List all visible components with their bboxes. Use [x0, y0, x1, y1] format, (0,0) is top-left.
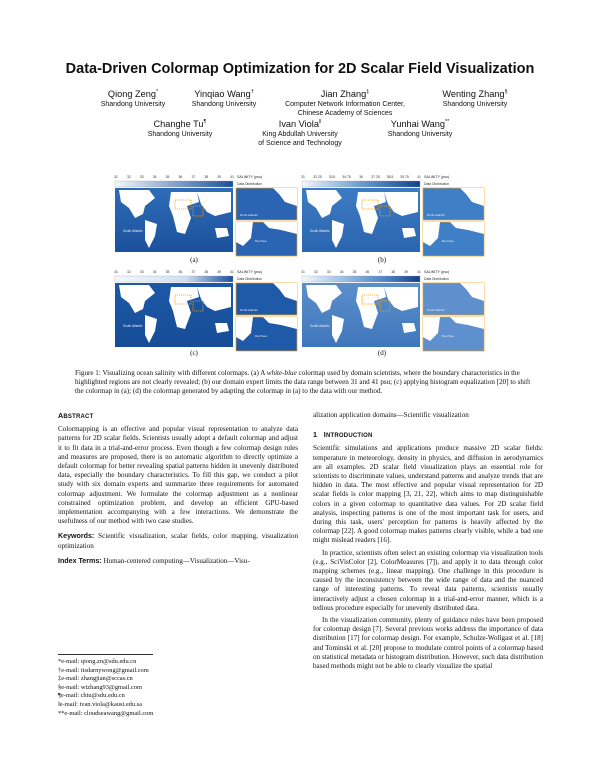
colorbar-tick: 38 — [204, 175, 209, 179]
colorbar-tick: 33.5 — [328, 175, 336, 179]
introduction-heading: 1 INTRODUCTION — [313, 430, 373, 440]
colorbar-tick: 32 — [126, 175, 131, 179]
panel-svg — [113, 267, 299, 353]
ocean-label: South Atlantic — [310, 324, 330, 328]
colorbar-tick: 37.25 — [371, 175, 380, 179]
colorbar-legend: SALINITY (psu) — [237, 175, 263, 179]
colorbar-tick: 31 — [114, 175, 118, 179]
author-1: Qiong Zeng* Shandong University — [100, 89, 166, 108]
figure-panel-b — [300, 172, 486, 258]
colorbar-tick: 37 — [191, 270, 196, 274]
abstract-text: Colormapping is an effective and popular visual representation to analyze data patterns for 2D scalar fields. Scientists usually adopt a default colormap and adjust it to fit data in a trial-and-error process. Even though a few colormap design rules and measures are proposed, there is no automatic algorithm to directly optimize a default colormap for better revealing spatial patterns hidden in unevenly distributed data, especially the boundary characteristics. To fill this gap, we conduct a pilot study with six domain experts and summarize three requirements for automated colormap adjustment. We formulate the colormap adjustment as a nonlinear constrained optimization problem, and develop an efficient GPU-based implementation accompanying with a few interactions. We demonstrate the usefulness of our method with two case studies. — [58, 425, 298, 526]
ocean-label: South Atlantic — [310, 229, 330, 233]
ocean-label: South Atlantic — [123, 324, 143, 328]
ocean-label: South Atlantic — [123, 229, 143, 233]
distribution-label: Data Distribution — [237, 182, 263, 186]
colorbar-tick: 32.25 — [313, 175, 322, 179]
colorbar-tick: 36 — [359, 175, 363, 179]
colorbar — [115, 181, 233, 187]
landmass — [115, 252, 233, 256]
colorbar-legend: SALINITY (psu) — [424, 175, 450, 179]
colorbar-tick: 39 — [217, 175, 222, 179]
panel-svg — [300, 267, 486, 353]
author-3: Jian Zhang‡ Computer Network Information Center, Chinese Academy of Sciences — [285, 89, 405, 118]
index-terms: Index Terms: Human-centered computing—Visualization—Visu- — [58, 556, 250, 565]
colorbar-tick: 34 — [152, 270, 157, 274]
colorbar-tick: 31 — [301, 175, 305, 179]
colorbar-tick: 35 — [165, 270, 170, 274]
ocean-label: North Atlantic — [240, 213, 258, 217]
colorbar-tick: 38 — [391, 270, 396, 274]
figure-panel-a — [113, 172, 299, 258]
colorbar — [115, 276, 233, 282]
colorbar-tick: 39 — [404, 270, 409, 274]
index-terms-continued: alization application domains—Scientific visualization — [313, 411, 469, 419]
intro-paragraph-1: Scientific simulations and applications produce massive 2D scalar fields: temperature in meteorology, density in physics, and diffusion in aerodynamics are all examples. 2D scalar field visualization plays an essential role for scientists to discriminate values, understand patterns and analyze trends that are hidden in data. The most effective and popular visual representation for 2D scalar fields is color mapping [3, 21, 22], which aims to map distinguishable colors in a given colormap to quantitative data values. For 2D scalar field analysis, inspecting patterns is one of the most important task for users, and during this task, users' perception for patterns is heavily affected by the colormap [22]. A good colormap makes patterns clearly visible, while a bad one might mislead readers [16]. — [313, 444, 543, 545]
panel-label-b: (b) — [377, 256, 387, 264]
figure-panel-d — [300, 267, 486, 353]
left-column — [58, 411, 298, 569]
colorbar-tick: 36 — [178, 175, 183, 179]
panel-label-d: (d) — [377, 349, 387, 357]
author-7: Yunhai Wang** Shandong University — [387, 119, 453, 138]
ocean-label: North Atlantic — [427, 308, 445, 312]
colorbar-tick: 34.75 — [342, 175, 351, 179]
distribution-label: Data Distribution — [237, 277, 263, 281]
author-5: Changhe Tu¶ Shandong University — [147, 119, 213, 138]
intro-paragraph-2: In practice, scientists often select an existing colormap via visualization tools (e.g., SciVisColor [2], ColorMeasures [7]), and apply it to data through color mapping schemes (e.g., linear mapping). One challenge in this procedure is caused by the inconsistency between the wide range of data and the nuanced range of interesting patterns. To reveal data patterns, scientists usually interactively adjust a chosen colormap in a trial-and-error manner, which is a tedious procedure especially for unevenly distributed data. — [313, 548, 543, 612]
figure-caption: Figure 1: Visualizing ocean salinity with different colormaps. (a) A white-blue colormap used by domain scientists, where the boundary characteristics in the highlighted regions are not clearly revealed; (b) our domain expert limits the data range between 31 and 41 psu; (c) applying histogram equalization [20] to shift the colormap in (a); (d) the colormap generated by adapting the colormap in (a) to the data with our method. — [75, 369, 531, 395]
author-6: Ivan Viola‖ King Abdullah University of Science and Technology — [258, 119, 342, 148]
colorbar-tick: 36 — [178, 270, 183, 274]
colorbar-legend: SALINITY (psu) — [424, 270, 450, 274]
distribution-label: Data Distribution — [424, 277, 450, 281]
colorbar-tick: 35 — [165, 175, 170, 179]
ocean-label: North Atlantic — [427, 213, 445, 217]
colorbar-tick: 33 — [139, 270, 144, 274]
panel-label-a: (a) — [190, 256, 198, 264]
figure-panel-c — [113, 267, 299, 353]
ocean-label: Red Sea — [442, 239, 454, 243]
distribution-label: Data Distribution — [424, 182, 450, 186]
keywords: Keywords: Scientific visualization, scalar fields, color mapping, visualization optimization — [58, 532, 299, 550]
landmass — [302, 347, 420, 351]
colorbar-tick: 36 — [365, 270, 370, 274]
colorbar-tick: 41 — [230, 175, 234, 179]
colorbar-tick: 39 — [217, 270, 222, 274]
colorbar-tick: 31 — [114, 270, 118, 274]
paper-title: Data-Driven Colormap Optimization for 2D Scalar Field Visualization — [65, 61, 535, 77]
colorbar-tick: 41 — [230, 270, 234, 274]
colorbar-tick: 33 — [326, 270, 331, 274]
colorbar — [302, 181, 420, 187]
ocean-label: Red Sea — [442, 334, 454, 338]
colorbar-tick: 41 — [417, 175, 421, 179]
intro-paragraph-3: In the visualization community, plenty of guidance rules have been proposed for colormap design [7]. Several previous works address the importance of data distribution [17] for colormap design. For example, Schulze-Wollgast et al. [18] and Tominski et al. [20] propose to modulate control points of a colormap based on statistical metadata or histogram distribution. However, such data distribution based methods might not be able to clearly visualize the spatial — [313, 616, 543, 671]
author-4: Wenting Zhang§ Shandong University — [442, 89, 508, 108]
landmass — [115, 347, 233, 351]
colorbar-tick: 38 — [204, 270, 209, 274]
colorbar-tick: 38.5 — [386, 175, 394, 179]
colorbar-tick: 35 — [352, 270, 357, 274]
landmass — [302, 252, 420, 256]
panel-svg — [113, 172, 299, 258]
ocean-label: Red Sea — [255, 239, 267, 243]
colorbar-tick: 31 — [301, 270, 305, 274]
colorbar-tick: 37 — [191, 175, 196, 179]
colorbar-tick: 32 — [313, 270, 318, 274]
ocean-label: Red Sea — [255, 334, 267, 338]
abstract-heading: ABSTRACT — [58, 411, 94, 420]
right-column — [313, 411, 543, 674]
footnotes: *e-mail: qiong.zn@sdu.edu.cn †e-mail: itsdarnywong@gmail.com ‡e-mail: zhangjian@sccas.cn §e-mail: wtzhang93@gmail.com ¶e-mail: chtu@sdu.edu.cn ‖e-mail: ivan.viola@kaust.edu.sa **e-mail: cloudseawang@gmail.com — [58, 658, 154, 717]
colorbar-tick: 41 — [417, 270, 421, 274]
colorbar-tick: 37 — [378, 270, 383, 274]
author-2: Yinqiao Wang† Shandong University — [191, 89, 257, 108]
colorbar-legend: SALINITY (psu) — [237, 270, 263, 274]
colorbar-tick: 34 — [152, 175, 157, 179]
footnote-rule — [58, 654, 153, 655]
panel-svg — [300, 172, 486, 258]
ocean-label: North Atlantic — [240, 308, 258, 312]
colorbar-tick: 39.75 — [400, 175, 409, 179]
colorbar-tick: 33 — [139, 175, 144, 179]
panel-label-c: (c) — [190, 349, 198, 357]
colorbar-tick: 34 — [339, 270, 344, 274]
colorbar-tick: 32 — [126, 270, 131, 274]
colorbar — [302, 276, 420, 282]
